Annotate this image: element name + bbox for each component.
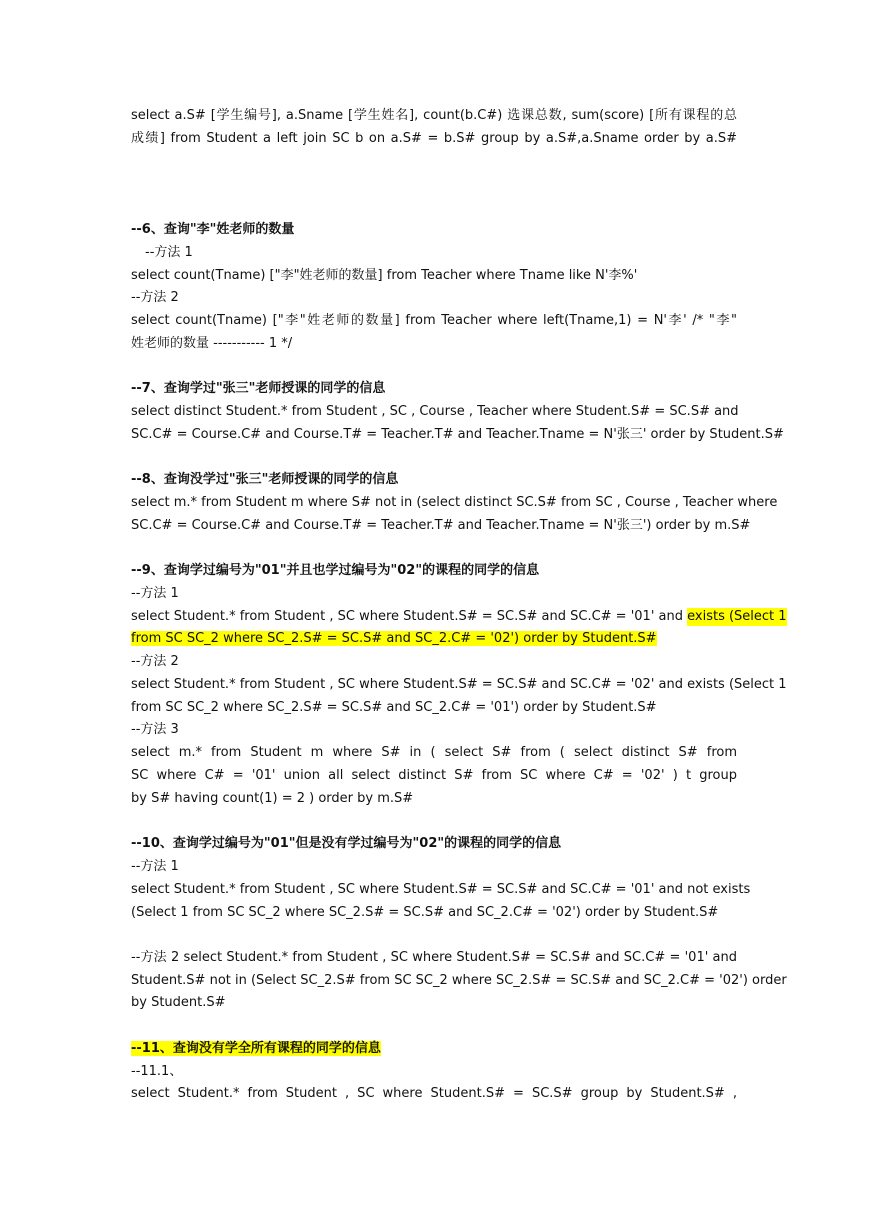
code-line: select count(Tname) ["李"姓老师的数量] from Teacher where left(Tname,1) = N'李' /* "李"	[131, 313, 737, 328]
text-line: --方法 2	[131, 290, 179, 305]
section-heading-11	[131, 1040, 737, 1058]
code-line: --方法 2 select Student.* from Student , SC where Student.S# = SC.S# and SC.C# = '01' and	[131, 950, 737, 965]
code-fragment: select Student.* from Student , SC where Student.S# = SC.S# and SC.C# = '01' and	[131, 609, 688, 624]
code-line: select count(Tname) ["李"姓老师的数量] from Teacher where Tname like N'李%'	[131, 268, 638, 283]
code-line: select Student.* from Student , SC where Student.S# = SC.S# and SC.C# = '01' and not exists	[131, 882, 751, 897]
text-line: --方法 1	[131, 859, 179, 874]
code-line: Student.S# not in (Select SC_2.S# from SC SC_2 where SC_2.S# = SC.S# and SC_2.C# = '02') order	[131, 973, 787, 988]
text-line: --方法 3	[131, 722, 179, 737]
code-line	[131, 630, 737, 648]
code-line: select Student.* from Student , SC where Student.S# = SC.S# group by Student.S# ,	[131, 1086, 737, 1101]
code-line: select distinct Student.* from Student , SC , Course , Teacher where Student.S# = SC.S# and	[131, 404, 739, 419]
code-line: select Student.* from Student , SC where Student.S# = SC.S# and SC.C# = '02' and exists (Select 1	[131, 677, 787, 692]
text-line: --方法 1	[145, 245, 193, 260]
code-line: SC.C# = Course.C# and Course.T# = Teacher.T# and Teacher.Tname = N'张三' order by Student.S#	[131, 427, 784, 442]
section-heading-7: --7、查询学过"张三"老师授课的同学的信息	[131, 381, 386, 396]
highlighted-code: exists (Select 1	[687, 609, 787, 624]
code-line: from SC SC_2 where SC_2.S# = SC.S# and SC_2.C# = '01') order by Student.S#	[131, 700, 657, 715]
section-heading-9: --9、查询学过编号为"01"并且也学过编号为"02"的课程的同学的信息	[131, 563, 540, 578]
highlighted-heading: --11、查询没有学全所有课程的同学的信息	[131, 1041, 381, 1056]
text-line: --11.1、	[131, 1064, 183, 1079]
code-line: SC where C# = '01' union all select distinct S# from SC where C# = '02' ) t group	[131, 768, 737, 783]
code-line: by S# having count(1) = 2 ) order by m.S#	[131, 791, 414, 806]
text-line: --方法 2	[131, 654, 179, 669]
code-line: by Student.S#	[131, 995, 226, 1010]
code-line: select m.* from Student m where S# in ( select S# from ( select distinct S# from	[131, 745, 737, 760]
highlighted-code: from SC SC_2 where SC_2.S# = SC.S# and SC_2.C# = '02') order by Student.S#	[131, 631, 657, 646]
text-line: --方法 1	[131, 586, 179, 601]
section-heading-8: --8、查询没学过"张三"老师授课的同学的信息	[131, 472, 399, 487]
text-line: 成绩] from Student a left join SC b on a.S# = b.S# group by a.S#,a.Sname order by a.S#	[131, 131, 737, 146]
code-line	[131, 608, 787, 626]
code-line: SC.C# = Course.C# and Course.T# = Teacher.T# and Teacher.Tname = N'张三') order by m.S#	[131, 518, 751, 533]
code-line: (Select 1 from SC SC_2 where SC_2.S# = SC.S# and SC_2.C# = '02') order by Student.S#	[131, 905, 719, 920]
text-line: select a.S# [学生编号], a.Sname [学生姓名], count(b.C#) 选课总数, sum(score) [所有课程的总	[131, 108, 737, 123]
code-line: 姓老师的数量 ----------- 1 */	[131, 336, 293, 351]
section-heading-10: --10、查询学过编号为"01"但是没有学过编号为"02"的课程的同学的信息	[131, 836, 562, 851]
code-line: select m.* from Student m where S# not in (select distinct SC.S# from SC , Course , Teacher where	[131, 495, 778, 510]
section-heading-6: --6、查询"李"姓老师的数量	[131, 222, 295, 237]
